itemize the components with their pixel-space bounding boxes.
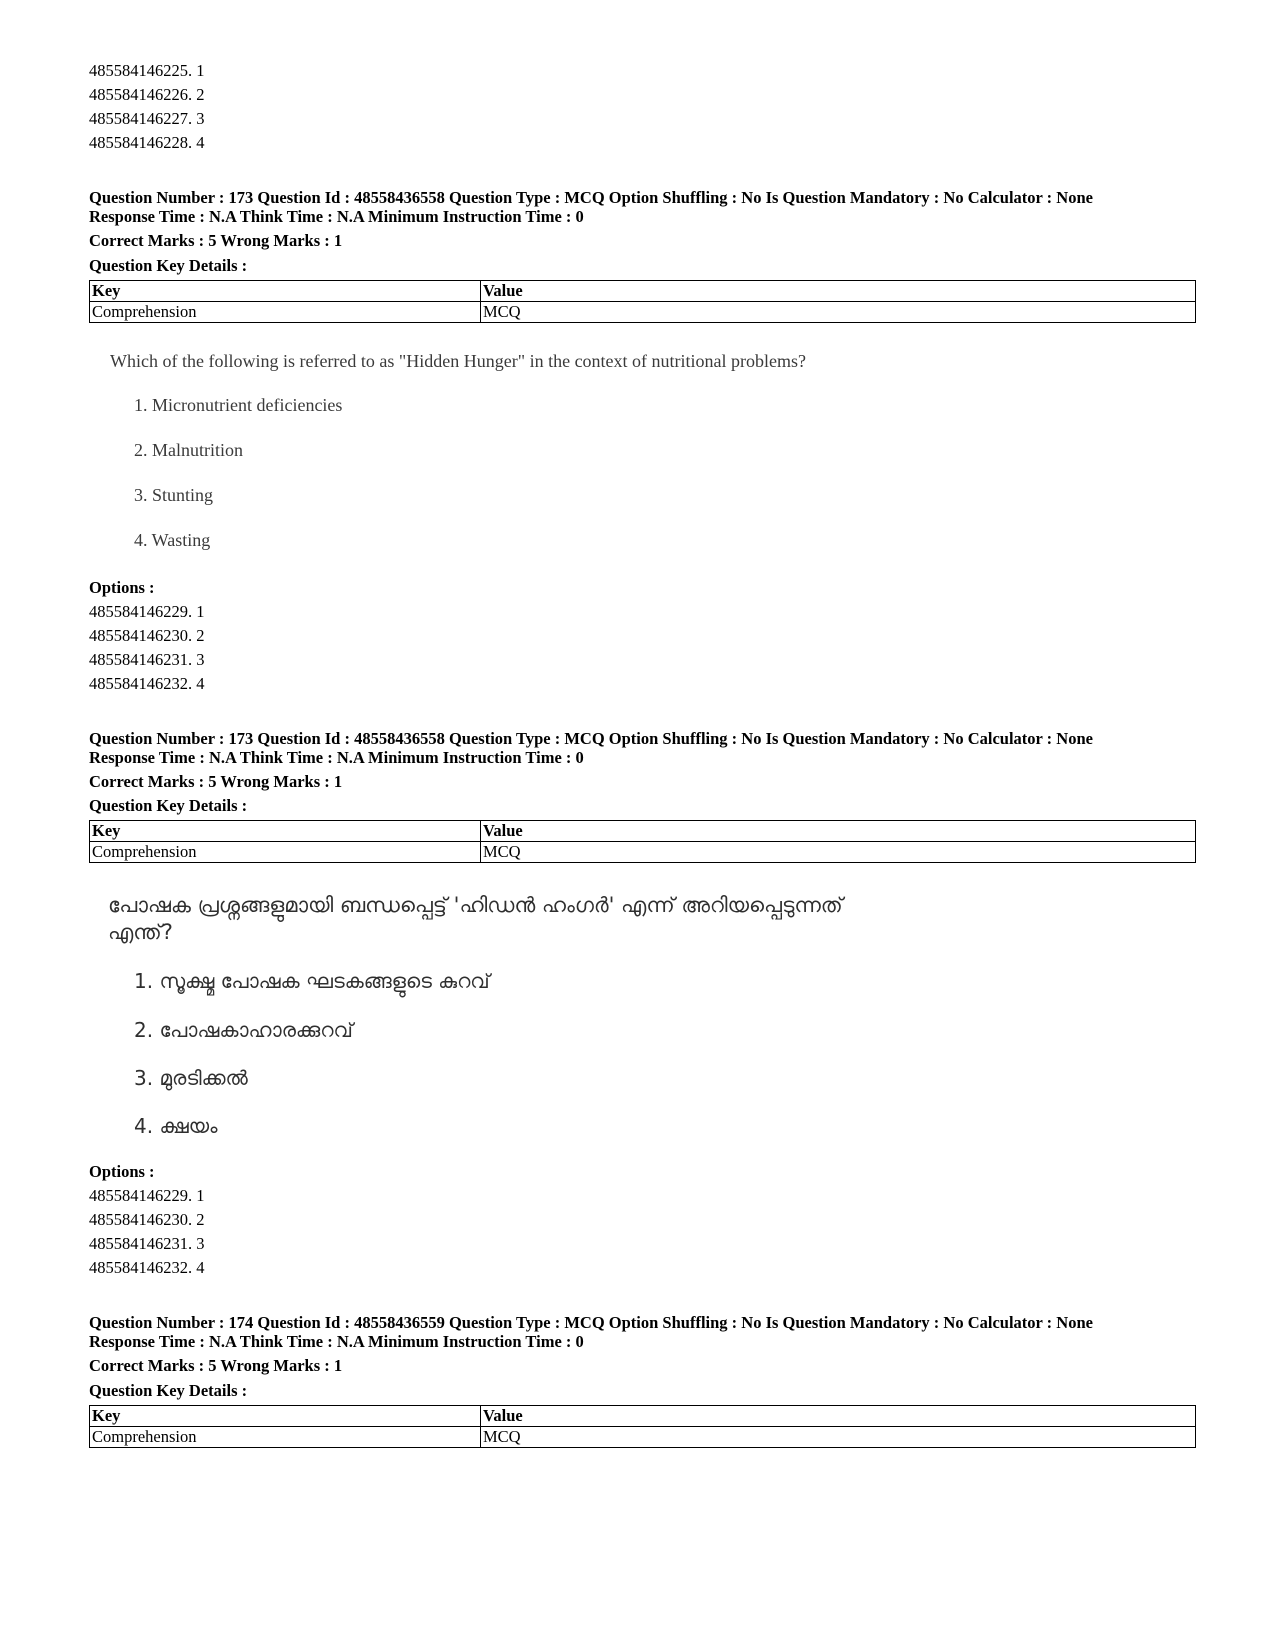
option-line: 485584146227. 3 <box>89 109 205 128</box>
question-text: Which of the following is referred to as "Hidden Hunger" in the context of nutritional problems? <box>110 351 807 371</box>
question-marks: Correct Marks : 5 Wrong Marks : 1 <box>89 1356 343 1375</box>
option-line: 485584146232. 4 <box>89 674 205 693</box>
question-timing: Response Time : N.A Think Time : N.A Minimum Instruction Time : 0 <box>89 1332 584 1351</box>
question-choice: 3. മുരടിക്കൽ <box>134 1066 248 1090</box>
key-header: Key <box>90 821 481 842</box>
key-header: Key <box>90 281 481 302</box>
key-details-label: Question Key Details : <box>89 796 248 815</box>
option-line: 485584146232. 4 <box>89 1258 205 1277</box>
question-text: പോഷക പ്രശ്നങ്ങളുമായി ബന്ധപ്പെട്ട് 'ഹിഡൻ ഹംഗർ' എന്ന് അറിയപ്പെടുന്നത് <box>108 893 843 917</box>
question-choice: 2. Malnutrition <box>134 440 243 460</box>
option-line: 485584146226. 2 <box>89 85 205 104</box>
key-cell: Comprehension <box>90 842 481 863</box>
key-header: Key <box>90 1406 481 1427</box>
options-label: Options : <box>89 578 155 597</box>
option-line: 485584146231. 3 <box>89 1234 205 1253</box>
option-line: 485584146229. 1 <box>89 602 205 621</box>
option-line: 485584146231. 3 <box>89 650 205 669</box>
option-line: 485584146228. 4 <box>89 133 205 152</box>
value-header: Value <box>481 281 1196 302</box>
key-cell: Comprehension <box>90 1427 481 1448</box>
value-cell: MCQ <box>481 1427 1196 1448</box>
question-choice: 2. പോഷകാഹാരക്കുറവ് <box>134 1018 353 1042</box>
options-label: Options : <box>89 1162 155 1181</box>
key-cell: Comprehension <box>90 302 481 323</box>
question-timing: Response Time : N.A Think Time : N.A Minimum Instruction Time : 0 <box>89 748 584 767</box>
value-cell: MCQ <box>481 302 1196 323</box>
question-choice: 4. ക്ഷയം <box>134 1114 218 1138</box>
key-details-label: Question Key Details : <box>89 256 248 275</box>
value-header: Value <box>481 821 1196 842</box>
question-marks: Correct Marks : 5 Wrong Marks : 1 <box>89 231 343 250</box>
option-line: 485584146230. 2 <box>89 626 205 645</box>
question-choice: 3. Stunting <box>134 485 214 505</box>
option-line: 485584146230. 2 <box>89 1210 205 1229</box>
question-choice: 1. സൂക്ഷ്മ പോഷക ഘടകങ്ങളുടെ കുറവ് <box>134 969 490 993</box>
question-choice: 1. Micronutrient deficiencies <box>134 395 343 415</box>
option-line: 485584146229. 1 <box>89 1186 205 1205</box>
key-details-label: Question Key Details : <box>89 1381 248 1400</box>
question-marks: Correct Marks : 5 Wrong Marks : 1 <box>89 772 343 791</box>
question-header: Question Number : 173 Question Id : 48558436558 Question Type : MCQ Option Shuffling : No Is Question Mandatory : No Calculator : None <box>89 188 1093 207</box>
question-timing: Response Time : N.A Think Time : N.A Minimum Instruction Time : 0 <box>89 207 584 226</box>
key-details-table <box>89 280 1196 323</box>
value-cell: MCQ <box>481 842 1196 863</box>
question-header: Question Number : 173 Question Id : 48558436558 Question Type : MCQ Option Shuffling : No Is Question Mandatory : No Calculator : None <box>89 729 1093 748</box>
question-text: എന്ത്? <box>108 920 173 944</box>
question-choice: 4. Wasting <box>134 530 211 550</box>
key-details-table <box>89 820 1196 863</box>
value-header: Value <box>481 1406 1196 1427</box>
question-header: Question Number : 174 Question Id : 48558436559 Question Type : MCQ Option Shuffling : No Is Question Mandatory : No Calculator : None <box>89 1313 1093 1332</box>
option-line: 485584146225. 1 <box>89 61 205 80</box>
key-details-table <box>89 1405 1196 1448</box>
